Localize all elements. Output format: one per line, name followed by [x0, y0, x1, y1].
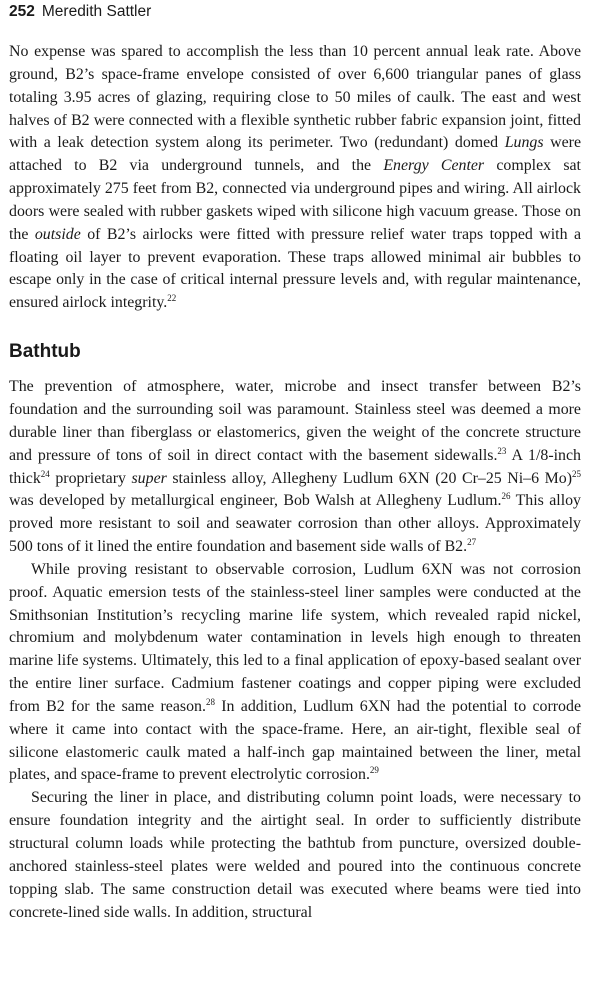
footnote-ref-22: 22 [167, 293, 177, 304]
paragraph-corrosion: While proving resistant to observable corrosion, Ludlum 6XN was not corrosion proof. Aquatic emersion tests of the stainless-steel liner samples were conducted at the Smithsonian Institution’s recycling marine life system, which revealed rapid nickel, chromium and molybdenum water contamination in levels high enough to threaten marine life systems. Ultimately, this led to a final application of epoxy-based sealant over the entire liner surface. Cadmium fastener coatings and copper piping were excluded from B2 for the same reason.$^{28}$ In addition, Ludlum 6XN had the potential to corrode where it came into contact with the space-frame. Here, an air-tight, flexible seal of silicone elastomeric caulk mated a half-inch gap maintained between the liner, metal plates, and space-frame to prevent electrolytic corrosion.$^{29}$ [9, 560, 581, 784]
paragraph-bathtub-liner: The prevention of atmosphere, water, microbe and insect transfer between B2’s foundation and the surrounding soil was paramount. Stainless steel was deemed a more durable liner than fiberglass or elastomerics, given the weight of the concrete structure and pressure of tons of soil in direct contact with the basement sidewalls.$^{23}$ A 1/8-inch thick$^{24}$ proprietary super stainless alloy, Allegheny Ludlum 6XN (20 Cr–25 Ni–6 Mo)$^{25}$ was developed by metallurgical engineer, Bob Walsh at Allegheny Ludlum.$^{26}$ This alloy proved more resistant to soil and seawater corrosion than other alloys. Approximately 500 tons of it lined the entire foundation and basement side walls of B2.27 [9, 378, 581, 556]
term-super: super [131, 469, 167, 487]
section-heading-bathtub: Bathtub [9, 341, 81, 363]
running-head-author: Meredith Sattler [41, 3, 152, 20]
page-number: 252 [9, 3, 35, 20]
paragraph-column-loads: Securing the liner in place, and distributing column point loads, were necessary to ensure foundation integrity and the airtight seal. In order to sufficiently distribute structural column loads while protecting the bathtub from puncture, oversized double-anchored stainless-steel plates were welded and poured into the continuous concrete topping slab. The same construction detail was executed where beams were tied into concrete-lined side walls. In addition, structural [9, 789, 581, 921]
footnote-ref-29: 29 [369, 765, 379, 776]
running-header [9, 1, 151, 23]
paragraph-airlock: No expense was spared to accomplish the less than 10 percent annual leak rate. Above ground, B2’s space-frame envelope consisted of over 6,600 triangular panes of glass totaling 3.95 acres of glazing, requiring close to 50 miles of caulk. The east and west halves of B2 were connected with a flexible synthetic rubber fabric expansion joint, fitted with a leak detection system along its perimeter. Two (redundant) domed Lungs were attached to B2 via underground tunnels, and the Energy Center complex sat approximately 275 feet from B2, connected via underground pipes and wiring. All airlock doors were sealed with rubber gaskets wiped with silicone high vacuum grease. Those on the outside of B2’s airlocks were fitted with pressure relief water traps topped with a floating oil layer to prevent evaporation. These traps allowed minimal air bubbles to escape only in the case of critical internal pressure levels and, with regular maintenance, ensured airlock integrity.$^{22}$ [9, 43, 581, 312]
footnote-ref-26: 26 [501, 491, 511, 502]
footnote-ref-25: 25 [572, 468, 581, 479]
footnote-ref-27: 27 [467, 537, 477, 548]
footnote-ref-28: 28 [205, 696, 215, 707]
term-energy-center: Energy Center [383, 157, 485, 175]
body-text [9, 41, 581, 924]
term-outside: outside [34, 225, 81, 243]
term-lungs: Lungs [504, 134, 544, 152]
footnote-ref-23: 23 [497, 445, 507, 456]
footnote-ref-24: 24 [40, 468, 50, 479]
